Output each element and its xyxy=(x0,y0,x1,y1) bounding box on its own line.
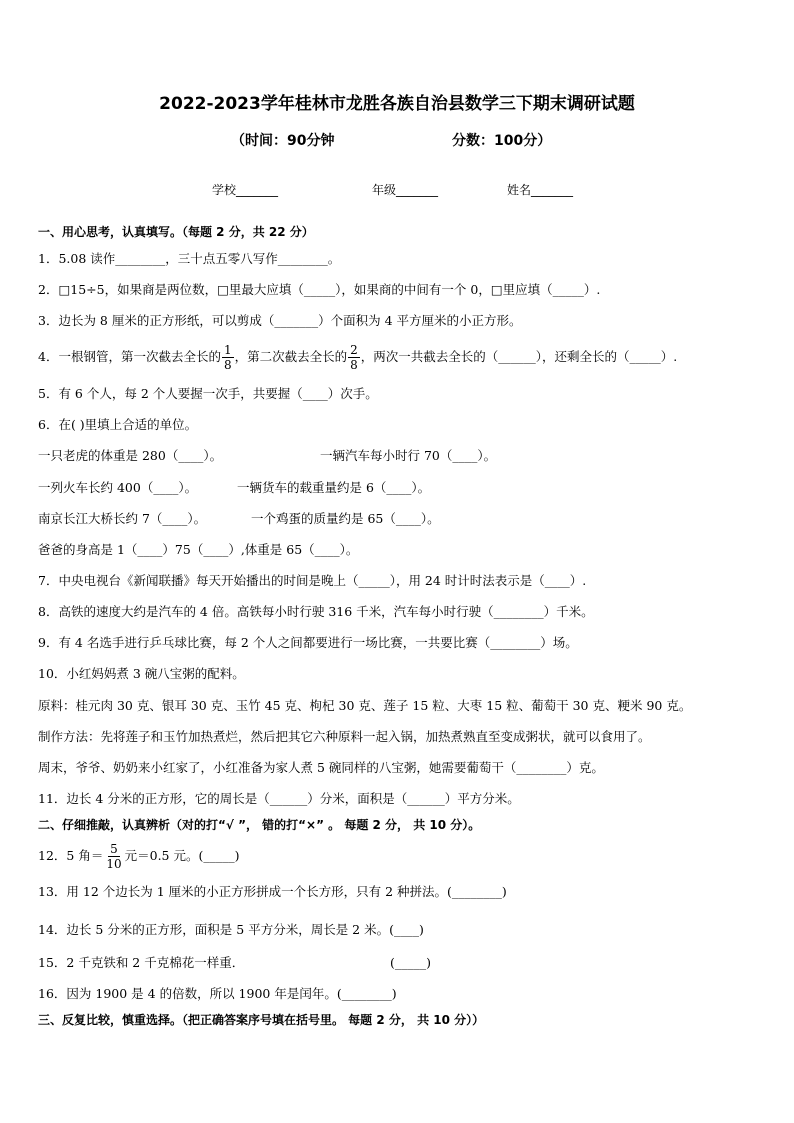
question-12 xyxy=(38,841,239,871)
question-15: 15．2 千克铁和 2 千克棉花一样重． xyxy=(38,955,245,970)
question-8: 8．高铁的速度大约是汽车的 4 倍。高铁每小时行驶 316 千米，汽车每小时行驶（________）千米。 xyxy=(38,604,594,619)
question-6-item-b: 一辆汽车每小时行 70（____）。 xyxy=(320,448,497,463)
question-6: 6．在( )里填上合适的单位。 xyxy=(38,417,198,432)
fraction-denominator: 8 xyxy=(350,358,358,372)
question-13: 13．用 12 个边长为 1 厘米的小正方形拼成一个长方形，只有 2 种拼法。(________) xyxy=(38,884,507,899)
school-field: 学校_______ xyxy=(212,183,279,197)
question-4-part-c: ，两次一共截去全长的（______），还剩全长的（_____）. xyxy=(360,349,678,364)
question-6-item-e: 南京长江大桥长约 7（____）。 xyxy=(38,511,207,526)
question-6-item-g: 爸爸的身高是 1（____）75（____）,体重是 65（____）。 xyxy=(38,542,359,557)
fraction-numerator: 5 xyxy=(110,842,118,856)
question-12-part-b: 元＝0.5 元。(_____) xyxy=(124,848,240,863)
fraction-denominator: 10 xyxy=(106,857,122,871)
question-4 xyxy=(38,342,677,372)
fraction-5-10 xyxy=(104,842,123,871)
question-1: 1．5.08 读作________，三十点五零八写作________。 xyxy=(38,251,341,266)
question-10-ingredients: 原料：桂元肉 30 克、银耳 30 克、玉竹 45 克、枸杞 30 克、莲子 15 粒、大枣 15 粒、葡萄干 30 克、粳米 90 克。 xyxy=(38,698,692,713)
question-5: 5．有 6 个人，每 2 个人要握一次手，共要握（____）次手。 xyxy=(38,386,378,401)
question-9: 9．有 4 名选手进行乒乓球比赛，每 2 个人之间都要进行一场比赛，一共要比赛（________）场。 xyxy=(38,635,578,650)
section1-heading: 一、用心思考，认真填写。（每题 2 分，共 22 分） xyxy=(38,225,314,239)
question-16: 16．因为 1900 是 4 的倍数，所以 1900 年是闰年。(________) xyxy=(38,986,397,1001)
page-title: 2022-2023学年桂林市龙胜各族自治县数学三下期末调研试题 xyxy=(159,94,635,114)
question-15-answer-blank: (_____) xyxy=(390,955,432,970)
time-label: （时间：90分钟 xyxy=(231,133,335,149)
fraction-numerator: 2 xyxy=(350,343,358,357)
section3-heading: 三、反复比较，慎重选择。（把正确答案序号填在括号里。 每题 2 分， 共 10 分）） xyxy=(38,1013,485,1027)
question-10: 10．小红妈妈煮 3 碗八宝粥的配料。 xyxy=(38,666,245,681)
question-4-part-b: ，第二次截去全长的 xyxy=(234,349,348,364)
question-6-item-f: 一个鸡蛋的质量约是 65（____）。 xyxy=(251,511,440,526)
fraction-2-8 xyxy=(348,343,360,372)
question-10-method: 制作方法：先将莲子和玉竹加热煮烂，然后把其它六种原料一起入锅，加热煮熟直至变成粥状，就可以食用了。 xyxy=(38,729,651,744)
question-7: 7．中央电视台《新闻联播》每天开始播出的时间是晚上（_____），用 24 时计时法表示是（____）. xyxy=(38,573,587,588)
question-12-part-a: 12．5 角＝ xyxy=(38,848,104,863)
question-4-part-a: 4．一根钢管，第一次截去全长的 xyxy=(38,349,221,364)
question-6-item-a: 一只老虎的体重是 280（____）。 xyxy=(38,448,223,463)
fraction-1-8 xyxy=(222,343,234,372)
question-6-item-d: 一辆货车的载重量约是 6（____）。 xyxy=(237,480,431,495)
question-11: 11．边长 4 分米的正方形，它的周长是（______）分米，面积是（______）平方分米。 xyxy=(38,791,520,806)
grade-field: 年级_______ xyxy=(372,183,439,197)
section2-heading: 二、仔细推敲，认真辨析（对的打“√ ”， 错的打“×” 。 每题 2 分， 共 10 分）。 xyxy=(38,818,481,832)
fraction-numerator: 1 xyxy=(223,343,232,357)
fraction-denominator: 8 xyxy=(223,358,232,372)
question-2: 2．□15÷5，如果商是两位数，□里最大应填（_____），如果商的中间有一个 0，□里应填（_____）. xyxy=(38,282,601,297)
question-3: 3．边长为 8 厘米的正方形纸，可以剪成（_______）个面积为 4 平方厘米的小正方形。 xyxy=(38,313,522,328)
question-6-item-c: 一列火车长约 400（____）。 xyxy=(38,480,198,495)
question-14: 14．边长 5 分米的正方形，面积是 5 平方分米，周长是 2 米。(____) xyxy=(38,922,424,937)
question-10-ask: 周末，爷爷、奶奶来小红家了，小红准备为家人煮 5 碗同样的八宝粥，她需要葡萄干（________）克。 xyxy=(38,760,604,775)
name-field: 姓名_______ xyxy=(507,183,574,197)
score-label: 分数：100分） xyxy=(452,133,552,149)
